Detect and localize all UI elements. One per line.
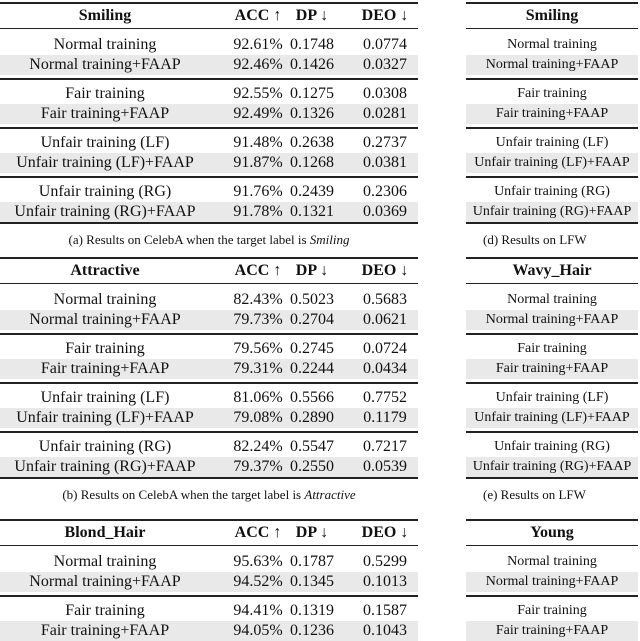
value-cell: 0.0281 — [363, 105, 407, 122]
value-cell: 0.2704 — [290, 311, 334, 328]
value-cell: 0.1326 — [290, 105, 334, 122]
value-cell: 0.0308 — [363, 85, 407, 102]
table-row — [466, 552, 638, 572]
table-row — [466, 601, 638, 621]
method-cell: Fair training — [517, 341, 587, 356]
value-cell: 0.5566 — [290, 389, 334, 406]
value-cell: 0.1321 — [290, 203, 334, 220]
column-header: DP ↓ — [295, 262, 329, 279]
header-rule — [466, 545, 638, 546]
caption-target-label: Attractive — [304, 487, 356, 502]
table-row — [0, 601, 418, 621]
method-cell: Unfair training (RG)+FAAP — [472, 204, 632, 219]
value-cell: 92.49% — [233, 105, 283, 122]
value-cell: 0.0434 — [363, 360, 407, 377]
value-cell: 92.61% — [233, 36, 283, 53]
value-cell: 0.1275 — [290, 85, 334, 102]
column-header: DEO ↓ — [361, 524, 409, 541]
method-cell: Fair training — [517, 603, 587, 618]
column-header-method: Blond_Hair — [64, 524, 146, 541]
value-cell: 0.5299 — [363, 553, 407, 570]
method-cell: Unfair training (LF) — [40, 389, 170, 406]
caption-target-label: Smiling — [309, 232, 350, 247]
value-cell: 82.24% — [233, 438, 283, 455]
value-cell: 0.2244 — [290, 360, 334, 377]
method-cell: Normal training+FAAP — [29, 311, 181, 328]
method-cell: Fair training+FAAP — [495, 623, 609, 638]
method-cell: Unfair training (LF)+FAAP — [474, 410, 630, 425]
value-cell: 0.0724 — [363, 340, 407, 357]
column-header-method: Attractive — [70, 262, 140, 279]
method-cell: Normal training+FAAP — [29, 573, 181, 590]
value-cell: 0.0774 — [363, 36, 407, 53]
method-cell: Unfair training (LF)+FAAP — [16, 409, 194, 426]
caption-text: (d) Results on LFW — [483, 232, 587, 247]
column-header: DEO ↓ — [361, 262, 409, 279]
method-cell: Unfair training (RG) — [38, 183, 172, 200]
value-cell: 79.73% — [233, 311, 283, 328]
method-cell: Unfair training (RG) — [494, 184, 610, 199]
method-cell: Normal training — [53, 36, 157, 53]
value-cell: 92.55% — [233, 85, 283, 102]
value-cell: 0.1179 — [363, 409, 407, 426]
method-cell: Normal training+FAAP — [485, 312, 619, 327]
value-cell: 79.37% — [233, 458, 283, 475]
caption-text: (b) Results on CelebA when the target label is — [62, 487, 305, 502]
column-header: DEO ↓ — [361, 7, 409, 24]
method-cell: Fair training — [517, 86, 587, 101]
table-row — [0, 552, 418, 572]
value-cell: 0.0621 — [363, 311, 407, 328]
method-cell: Fair training+FAAP — [495, 361, 609, 376]
value-cell: 0.1426 — [290, 56, 334, 73]
value-cell: 0.1748 — [290, 36, 334, 53]
table-row — [466, 621, 638, 641]
method-cell: Fair training+FAAP — [40, 105, 170, 122]
value-cell: 94.41% — [233, 602, 283, 619]
right-table-2 — [466, 0, 638, 636]
method-cell: Unfair training (LF)+FAAP — [474, 155, 630, 170]
value-cell: 0.2890 — [290, 409, 334, 426]
table-row — [466, 572, 638, 592]
method-cell: Fair training — [65, 340, 145, 357]
column-header: DP ↓ — [295, 7, 329, 24]
value-cell: 0.2737 — [363, 134, 407, 151]
value-cell: 0.7752 — [363, 389, 407, 406]
value-cell: 91.78% — [233, 203, 283, 220]
method-cell: Unfair training (LF) — [40, 134, 170, 151]
method-cell: Unfair training (LF) — [495, 135, 609, 150]
value-cell: 91.76% — [233, 183, 283, 200]
value-cell: 0.1236 — [290, 622, 334, 639]
method-cell: Normal training+FAAP — [29, 56, 181, 73]
method-cell: Unfair training (RG)+FAAP — [14, 203, 196, 220]
method-cell: Fair training+FAAP — [40, 622, 170, 639]
value-cell: 92.46% — [233, 56, 283, 73]
value-cell: 0.2306 — [363, 183, 407, 200]
value-cell: 0.5023 — [290, 291, 334, 308]
method-cell: Unfair training (RG)+FAAP — [14, 458, 196, 475]
value-cell: 0.1345 — [290, 573, 334, 590]
value-cell: 0.0369 — [363, 203, 407, 220]
column-header-method: Young — [530, 524, 574, 541]
method-cell: Normal training — [53, 291, 157, 308]
table-row — [0, 572, 418, 592]
column-header: DP ↓ — [295, 524, 329, 541]
value-cell: 91.87% — [233, 154, 283, 171]
caption-text: (e) Results on LFW — [483, 487, 586, 502]
value-cell: 0.0327 — [363, 56, 407, 73]
table-row — [0, 621, 418, 641]
value-cell: 95.63% — [233, 553, 283, 570]
value-cell: 0.0381 — [363, 154, 407, 171]
value-cell: 0.2638 — [290, 134, 334, 151]
method-cell: Normal training+FAAP — [485, 57, 619, 72]
top-rule — [0, 519, 418, 521]
group-rule — [466, 595, 638, 597]
value-cell: 82.43% — [233, 291, 283, 308]
method-cell: Unfair training (LF)+FAAP — [16, 154, 194, 171]
value-cell: 0.5547 — [290, 438, 334, 455]
value-cell: 81.06% — [233, 389, 283, 406]
method-cell: Fair training — [65, 85, 145, 102]
column-header: ACC ↑ — [234, 7, 282, 24]
value-cell: 0.2439 — [290, 183, 334, 200]
method-cell: Fair training+FAAP — [40, 360, 170, 377]
value-cell: 0.0539 — [363, 458, 407, 475]
value-cell: 0.5683 — [363, 291, 407, 308]
method-cell: Unfair training (RG)+FAAP — [472, 459, 632, 474]
caption-text: (a) Results on CelebA when the target label is — [68, 232, 310, 247]
method-cell: Unfair training (LF) — [495, 390, 609, 405]
header-rule — [0, 545, 418, 546]
method-cell: Unfair training (RG) — [38, 438, 172, 455]
value-cell: 0.1043 — [363, 622, 407, 639]
column-header-method: Smiling — [525, 7, 579, 24]
method-cell: Fair training+FAAP — [495, 106, 609, 121]
value-cell: 91.48% — [233, 134, 283, 151]
value-cell: 0.1268 — [290, 154, 334, 171]
value-cell: 79.31% — [233, 360, 283, 377]
value-cell: 79.08% — [233, 409, 283, 426]
value-cell: 94.52% — [233, 573, 283, 590]
method-cell: Normal training — [53, 553, 157, 570]
column-header-method: Smiling — [78, 7, 132, 24]
value-cell: 94.05% — [233, 622, 283, 639]
value-cell: 0.1013 — [363, 573, 407, 590]
value-cell: 0.2745 — [290, 340, 334, 357]
method-cell: Normal training — [507, 554, 597, 569]
method-cell: Normal training — [507, 37, 597, 52]
column-header: ACC ↑ — [234, 524, 282, 541]
top-rule — [466, 519, 638, 521]
column-header-method: Wavy_Hair — [512, 262, 592, 279]
value-cell: 79.56% — [233, 340, 283, 357]
group-rule — [0, 595, 418, 597]
method-cell: Normal training — [507, 292, 597, 307]
value-cell: 0.7217 — [363, 438, 407, 455]
method-cell: Unfair training (RG) — [494, 439, 610, 454]
value-cell: 0.1319 — [290, 602, 334, 619]
value-cell: 0.1787 — [290, 553, 334, 570]
value-cell: 0.1587 — [363, 602, 407, 619]
value-cell: 0.2550 — [290, 458, 334, 475]
method-cell: Fair training — [65, 602, 145, 619]
method-cell: Normal training+FAAP — [485, 574, 619, 589]
column-header: ACC ↑ — [234, 262, 282, 279]
